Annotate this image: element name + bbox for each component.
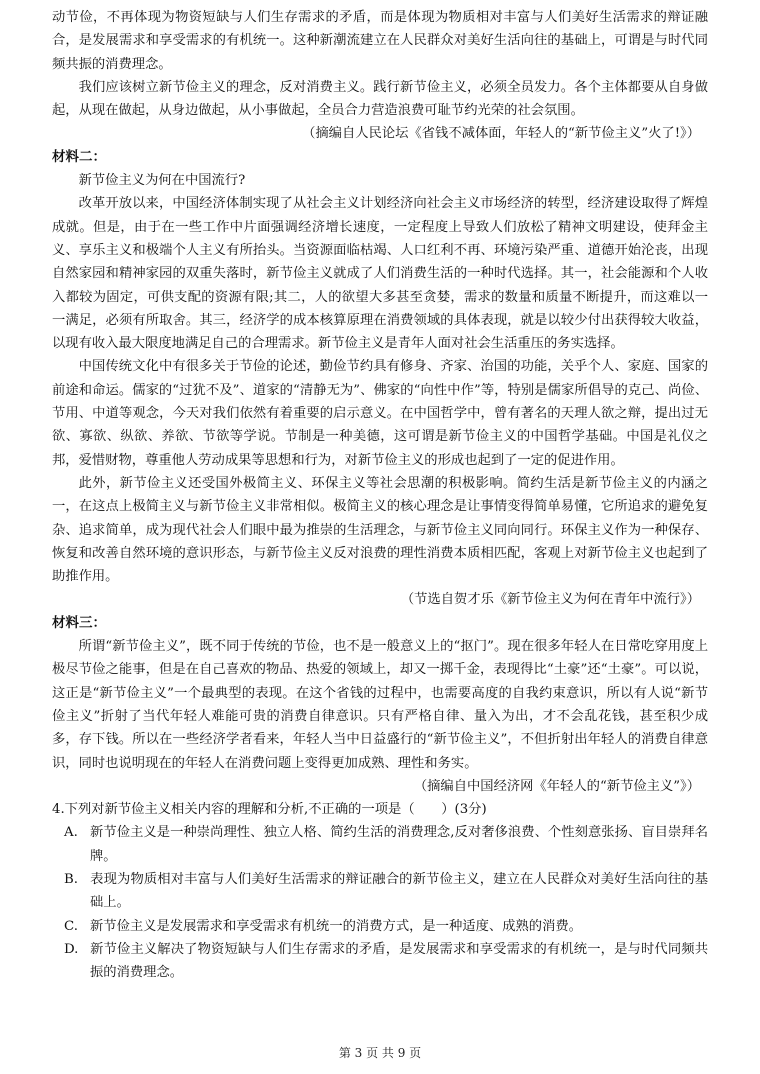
option-a <box>52 821 708 868</box>
option-a-text: 新节俭主义是一种崇尚理性、独立人格、简约生活的消费理念,反对奢侈浪费、个性刻意张扬、盲目崇拜名牌。 <box>90 825 708 864</box>
option-b-text: 表现为物质相对丰富与人们美好生活需求的辩证融合的新节俭主义，建立在人民群众对美好生活向往的基础上。 <box>90 871 708 911</box>
material-3-source: （摘编自中国经济网《年轻人的“新节俭主义”》） <box>413 778 700 794</box>
material-2-subtitle: 新节俭主义为何在中国流行? <box>78 173 246 189</box>
intro-paragraph-1: 动节俭，不再体现为物资短缺与人们生存需求的矛盾，而是体现为物质相对丰富与人们美好生活需求的辩证融合，是发展需求和享受需求的有机统一。这种新潮流建立在人民群众对美好生活向往的基础上，可谓是与时代同频共振的消费理念。 <box>52 10 708 72</box>
option-a-letter: A. <box>64 825 78 841</box>
option-d-letter: D. <box>64 941 79 957</box>
option-d <box>52 938 708 985</box>
question-4-options <box>52 821 708 984</box>
material-3-heading: 材料三： <box>52 614 106 631</box>
material-2-paragraph-2: 中国传统文化中有很多关于节俭的论述，勤俭节约具有修身、齐家、治国的功能，关乎个人、家庭、国家的前途和命运。儒家的“过犹不及”、道家的“清静无为”、佛家的“向性中作”等，特别是儒家所倡导的克己、尚俭、节用、中道等观念，今天对我们依然有着重要的启示意义。在中国哲学中，曾有著名的天理人欲之辩，提出过无欲、寡欲、纵欲、养欲、节欲等学说。节制是一种美德，这可谓是新节俭主义的中国哲学基础。中国是礼仪之邦，爱惜财物，尊重他人劳动成果等思想和行为，对新节俭主义的形成也起到了一定的促进作用。 <box>52 359 708 468</box>
option-b <box>52 868 708 915</box>
material-3-paragraph-1: 所谓“新节俭主义”，既不同于传统的节俭，也不是一般意义上的“抠门”。现在很多年轻人在日常吃穿用度上极尽节俭之能事，但是在自己喜欢的物品、热爱的领域上，却又一掷千金，表现得比“土豪”还“土豪”。可以说，这正是“新节俭主义”一个最典型的表现。在这个省钱的过程中，也需要高度的自我约束意识，所以有人说“新节俭主义”折射了当代年轻人难能可贵的消费自律意识。只有严格自律、量入为出，才不会乱花钱，甚至积少成多，存下钱。所以在一些经济学者看来，年轻人当中日益盛行的“新节俭主义”，不但折射出年轻人的消费自律意识，同时也说明现在的年轻人在消费问题上变得更加成熟、理性和务实。 <box>52 639 708 771</box>
intro-paragraph-2: 我们应该树立新节俭主义的理念，反对消费主义。践行新节俭主义，必须全员发力。各个主体都要从自身做起，从现在做起，从身边做起，从小事做起，全员合力营造浪费可耻节约光荣的社会氛围。 <box>52 79 708 119</box>
option-b-letter: B. <box>64 871 78 887</box>
option-c-text: 新节俭主义是发展需求和享受需求有机统一的消费方式，是一种适度、成熟的消费。 <box>90 918 582 934</box>
option-d-text: 新节俭主义解决了物资短缺与人们生存需求的矛盾，是发展需求和享受需求的有机统一，是与时代同频共振的消费理念。 <box>90 941 708 981</box>
option-c-letter: C. <box>64 918 78 934</box>
material-2-source: （节选自贺才乐《新节俭主义为何在青年中流行》） <box>400 592 700 608</box>
option-c <box>52 915 708 938</box>
question-4-stem: 4.下列对新节俭主义相关内容的理解和分析,不正确的一项是（ ）(3分) <box>52 802 487 818</box>
material-2-paragraph-3: 此外，新节俭主义还受国外极简主义、环保主义等社会思潮的积极影响。简约生活是新节俭主义的内涵之一，在这点上极简主义与新节俭主义非常相似。极简主义的核心理念是让事情变得简单易懂，它所追求的避免复杂、追求简单，成为现代社会人们眼中最为推崇的生活理念，与新节俭主义同向同行。环保主义作为一种保存、恢复和改善自然环境的意识形态，与新节俭主义反对浪费的理性消费本质相匹配，客观上对新节俭主义也起到了助推作用。 <box>52 475 708 585</box>
intro-source: （摘编自人民论坛《省钱不减体面，年轻人的“新节俭主义”火了!》） <box>302 126 700 142</box>
material-2-paragraph-1: 改革开放以来，中国经济体制实现了从社会主义计划经济向社会主义市场经济的转型，经济建设取得了辉煌成就。但是，由于在一些工作中片面强调经济增长速度，一定程度上导致人们放松了精神文明建设，使拜金主义、享乐主义和极端个人主义有所抬头。当资源面临枯竭、人口红利不再、环境污染严重、道德开始沦丧，出现自然家园和精神家园的双重失落时，新节俭主义就成了人们消费生活的一种时代选择。其一，社会能源和个人收入都较为固定，可供支配的资源有限;其二，人的欲望大多甚至贪婪，需求的数量和质量不断提升，而这难以一一满足，必须有所取舍。其三，经济学的成本核算原理在消费领域的具体表现，就是以较少付出获得较大收益，以现有收入最大限度地满足自己的合理需求。新节俭主义是青年人面对社会生活重压的务实选择。 <box>52 196 708 352</box>
page-footer: 第 3 页 共 9 页 <box>338 1046 422 1060</box>
material-2-heading: 材料二： <box>52 148 106 165</box>
